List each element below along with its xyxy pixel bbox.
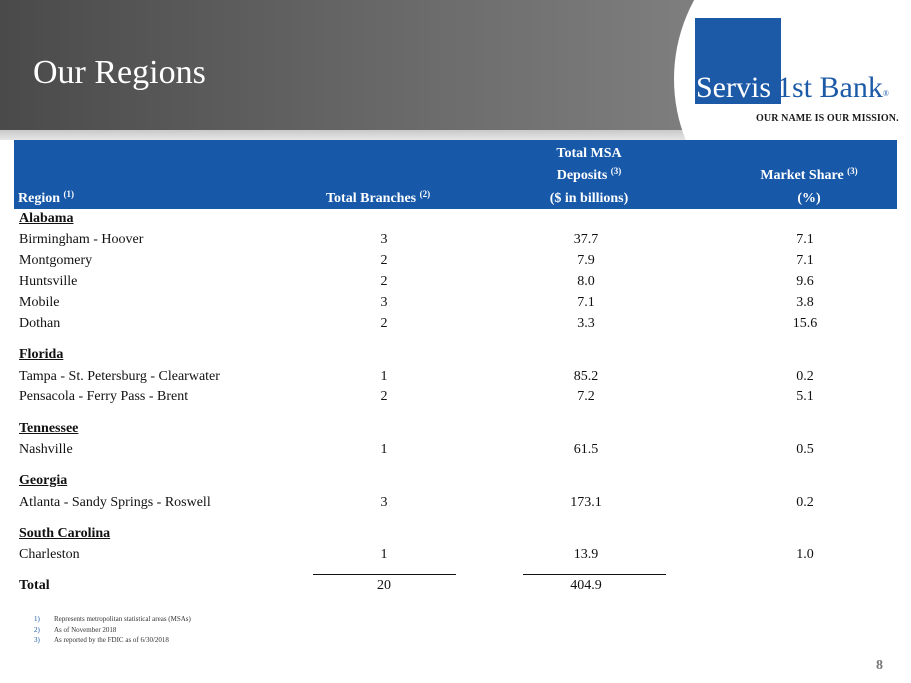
total-deposits-rule [523, 574, 666, 575]
cell-deposits: 7.1 [577, 295, 595, 310]
logo-wordmark [696, 71, 889, 105]
table-header [14, 140, 897, 209]
cell-region: Tampa - St. Petersburg - Clearwater [19, 369, 220, 384]
cell-share: 0.2 [796, 495, 814, 510]
cell-deposits: 7.2 [577, 389, 595, 404]
logo-registered-mark: ® [882, 89, 889, 98]
state-heading: Alabama [19, 211, 74, 226]
cell-region: Pensacola - Ferry Pass - Brent [19, 389, 189, 404]
cell-region: Dothan [19, 316, 61, 331]
state-heading: Georgia [19, 473, 68, 488]
cell-branches: 3 [380, 495, 388, 510]
cell-deposits: 7.9 [577, 253, 595, 268]
cell-deposits: 13.9 [573, 547, 599, 562]
cell-share: 7.1 [796, 232, 814, 247]
cell-share: 3.8 [796, 295, 814, 310]
cell-share: 15.6 [792, 316, 818, 331]
header-branches [326, 191, 430, 207]
header-share-label: Market Share [760, 168, 844, 183]
footnote [34, 635, 191, 646]
total-label: Total [19, 578, 50, 593]
header-deposits-line2 [514, 168, 664, 184]
cell-branches: 1 [380, 547, 388, 562]
cell-region: Mobile [19, 295, 60, 310]
footnote-text: Represents metropolitan statistical areas (MSAs) [54, 615, 191, 623]
total-deposits: 404.9 [570, 578, 602, 593]
cell-region: Huntsville [19, 274, 78, 289]
header-share-note: (3) [847, 166, 858, 176]
cell-deposits: 61.5 [573, 442, 599, 457]
header-region-label: Region [18, 191, 60, 206]
footnote-text: As reported by the FDIC as of 6/30/2018 [54, 636, 169, 644]
header-share-line2: (%) [797, 191, 821, 206]
header-deposits-note: (3) [610, 166, 622, 176]
cell-region: Montgomery [19, 253, 93, 268]
cell-branches: 3 [380, 232, 388, 247]
header-region-note: (1) [63, 189, 74, 199]
header-deposits-label: Deposits [556, 168, 608, 183]
logo-part-servis: Servis [696, 71, 771, 104]
cell-share: 0.5 [796, 442, 814, 457]
header-region [18, 191, 74, 207]
footnote [34, 625, 191, 636]
cell-branches: 2 [380, 274, 388, 289]
cell-branches: 1 [380, 369, 388, 384]
page-number: 8 [876, 658, 883, 673]
footnote [34, 614, 191, 625]
cell-deposits: 85.2 [573, 369, 599, 384]
cell-region: Birmingham - Hoover [19, 232, 144, 247]
header-share-line1 [744, 168, 874, 184]
cell-deposits: 8.0 [577, 274, 595, 289]
cell-deposits: 3.3 [577, 316, 595, 331]
header-deposits-line3: ($ in billions) [549, 191, 629, 206]
total-branches: 20 [377, 578, 391, 593]
total-branches-rule [313, 574, 456, 575]
header-branches-label: Total Branches [326, 191, 417, 206]
state-heading: Florida [19, 347, 64, 362]
footnote-number: 1) [34, 615, 40, 623]
cell-branches: 2 [380, 253, 388, 268]
cell-region: Nashville [19, 442, 73, 457]
footnotes [34, 614, 191, 646]
cell-share: 0.2 [796, 369, 814, 384]
logo-part-1st-bank: 1st Bank [777, 71, 883, 104]
cell-branches: 2 [380, 316, 388, 331]
footnote-text: As of November 2018 [54, 625, 117, 634]
state-heading: South Carolina [19, 526, 111, 541]
cell-deposits: 173.1 [570, 495, 602, 510]
cell-share: 5.1 [796, 389, 814, 404]
footnote-number: 2) [34, 625, 40, 634]
cell-region: Charleston [19, 547, 80, 562]
page-title: Our Regions [33, 54, 206, 91]
cell-branches: 3 [380, 295, 388, 310]
logo-tagline: OUR NAME IS OUR MISSION. [756, 113, 899, 124]
footnote-number: 3) [34, 636, 40, 644]
cell-share: 9.6 [796, 274, 814, 289]
cell-deposits: 37.7 [573, 232, 599, 247]
cell-branches: 1 [380, 442, 388, 457]
header-deposits-line1: Total MSA [556, 146, 622, 161]
cell-region: Atlanta - Sandy Springs - Roswell [19, 495, 211, 510]
cell-branches: 2 [380, 389, 388, 404]
cell-share: 7.1 [796, 253, 814, 268]
cell-share: 1.0 [796, 547, 814, 562]
state-heading: Tennessee [19, 421, 79, 436]
header-branches-note: (2) [419, 189, 431, 199]
